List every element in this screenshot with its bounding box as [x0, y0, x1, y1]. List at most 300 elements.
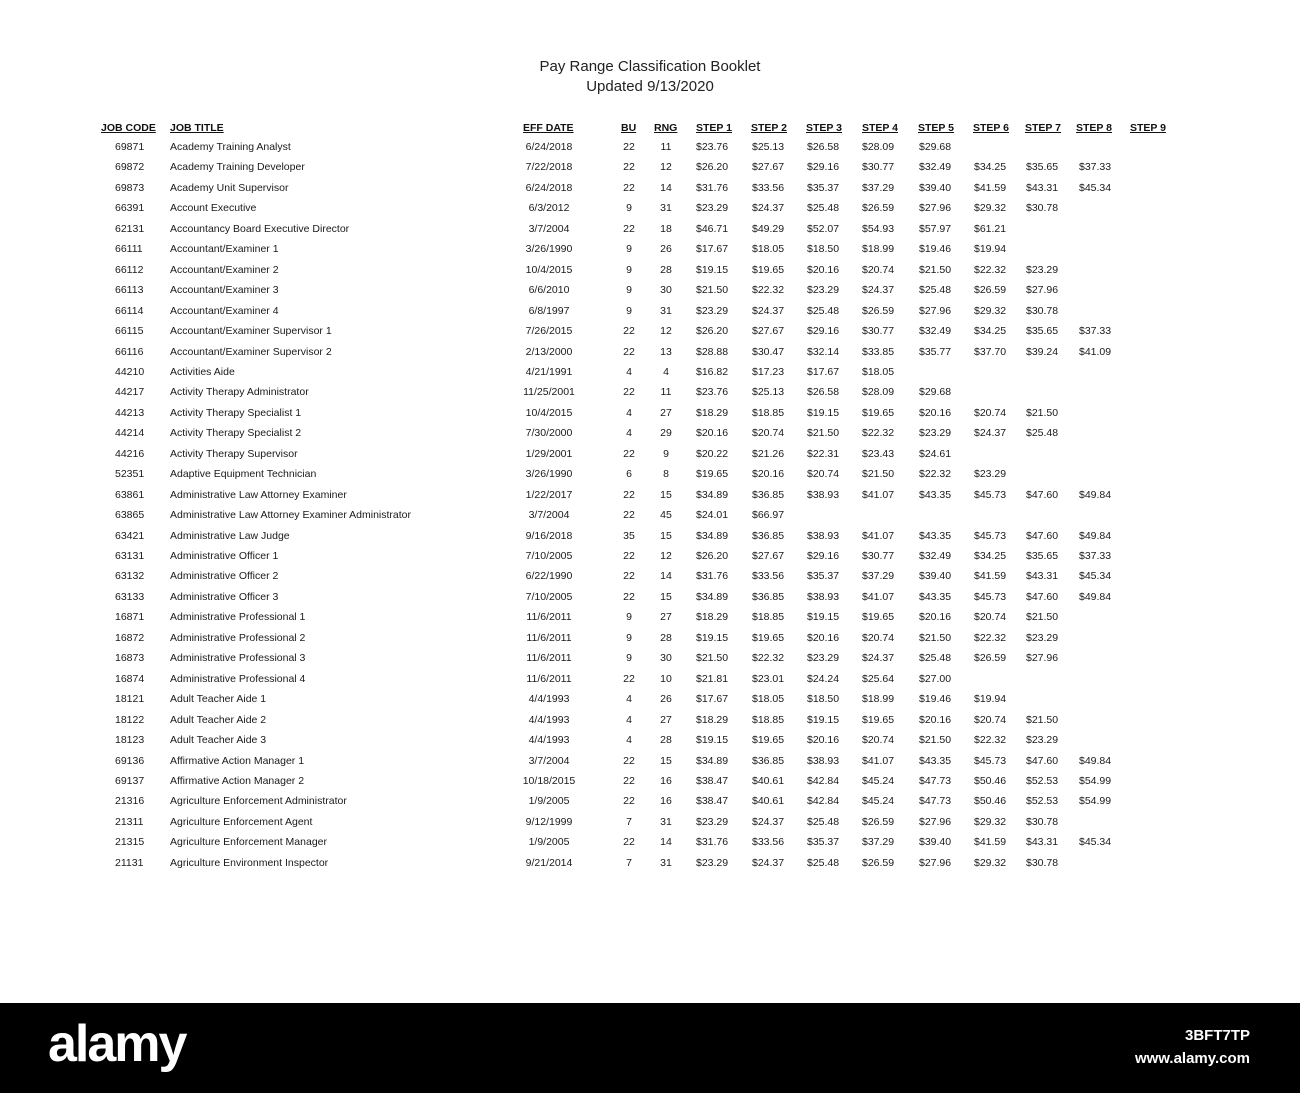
cell-rng: 12	[660, 161, 672, 174]
cell-step-6: $19.94	[974, 693, 1007, 706]
cell-step-1: $46.71	[696, 222, 729, 235]
cell-job-code: 44210	[115, 365, 145, 378]
cell-step-4: $45.24	[862, 795, 895, 808]
cell-job-code: 44213	[115, 406, 145, 419]
cell-step-4: $21.50	[862, 468, 895, 481]
cell-job-title: Agriculture Environment Inspector	[170, 856, 329, 869]
cell-job-code: 21131	[115, 856, 144, 869]
cell-job-code: 16871	[115, 611, 145, 624]
cell-step-3: $29.16	[807, 161, 840, 174]
cell-job-title: Affirmative Action Manager 2	[170, 774, 305, 787]
cell-rng: 27	[660, 406, 672, 419]
cell-step-3: $52.07	[807, 222, 840, 235]
cell-step-5: $27.96	[919, 304, 952, 317]
cell-step-2: $19.65	[752, 631, 785, 644]
cell-step-7: $35.65	[1026, 161, 1059, 174]
cell-bu: 9	[626, 284, 632, 297]
cell-step-2: $17.23	[752, 365, 785, 378]
cell-rng: 28	[660, 631, 672, 644]
table-row	[0, 264, 1300, 282]
cell-step-4: $24.37	[862, 652, 895, 665]
cell-job-code: 16874	[115, 672, 145, 685]
header-job-title: JOB TITLE	[170, 122, 224, 134]
cell-step-6: $19.94	[974, 243, 1007, 256]
cell-step-6: $61.21	[974, 222, 1007, 235]
cell-job-title: Activities Aide	[170, 365, 235, 378]
cell-job-title: Accountant/Examiner Supervisor 2	[170, 345, 332, 358]
cell-job-code: 63131	[115, 550, 145, 562]
cell-step-2: $24.37	[752, 304, 785, 317]
cell-step-7: $30.78	[1026, 304, 1059, 317]
cell-job-code: 66113	[115, 284, 144, 297]
cell-rng: 14	[660, 836, 672, 849]
cell-step-1: $17.67	[696, 693, 729, 706]
document-title: Pay Range Classification Booklet	[539, 58, 761, 75]
cell-job-code: 63132	[115, 570, 145, 583]
cell-step-6: $45.73	[974, 488, 1007, 501]
cell-eff-date: 4/4/1993	[528, 693, 570, 706]
cell-step-1: $26.20	[696, 550, 729, 562]
cell-eff-date: 4/21/1991	[525, 365, 573, 378]
cell-step-7: $43.31	[1026, 836, 1059, 849]
cell-step-5: $19.46	[919, 693, 952, 706]
cell-step-6: $29.32	[974, 202, 1007, 215]
table-row	[0, 591, 1300, 609]
table-row	[0, 223, 1300, 241]
cell-step-7: $21.50	[1026, 713, 1059, 726]
cell-step-5: $39.40	[919, 836, 952, 849]
cell-rng: 27	[660, 611, 672, 624]
cell-step-8: $45.34	[1079, 570, 1112, 583]
cell-bu: 9	[626, 304, 632, 317]
cell-step-6: $37.70	[974, 345, 1007, 358]
cell-job-title: Accountant/Examiner 1	[170, 243, 279, 256]
cell-step-6: $50.46	[974, 795, 1007, 808]
cell-step-3: $35.37	[807, 836, 840, 849]
cell-step-3: $20.16	[807, 631, 840, 644]
cell-job-title: Academy Unit Supervisor	[170, 181, 289, 194]
cell-step-2: $33.56	[752, 570, 785, 583]
cell-eff-date: 9/12/1999	[525, 815, 573, 828]
cell-step-1: $23.76	[696, 141, 729, 153]
cell-step-7: $39.24	[1026, 345, 1059, 358]
cell-bu: 9	[626, 631, 632, 644]
cell-job-title: Administrative Officer 1	[170, 550, 279, 562]
cell-step-6: $23.29	[974, 468, 1007, 481]
cell-rng: 28	[660, 734, 672, 747]
cell-step-5: $23.29	[919, 427, 952, 440]
cell-eff-date: 7/30/2000	[525, 427, 573, 440]
cell-step-1: $19.15	[696, 631, 729, 644]
cell-eff-date: 6/6/2010	[528, 284, 570, 297]
cell-bu: 22	[623, 509, 635, 522]
cell-step-7: $30.78	[1026, 856, 1059, 869]
cell-bu: 22	[623, 795, 635, 808]
cell-step-8: $49.84	[1079, 529, 1112, 542]
cell-step-4: $26.59	[862, 815, 895, 828]
table-row	[0, 366, 1300, 384]
cell-step-2: $27.67	[752, 161, 785, 174]
cell-step-7: $52.53	[1026, 774, 1059, 787]
header-step-7: STEP 7	[1025, 122, 1061, 134]
cell-job-code: 63133	[115, 590, 145, 603]
cell-job-code: 18121	[115, 693, 145, 706]
header-step-8: STEP 8	[1076, 122, 1112, 134]
cell-eff-date: 2/13/2000	[525, 345, 573, 358]
cell-job-code: 44216	[115, 447, 145, 460]
cell-step-6: $29.32	[974, 304, 1007, 317]
cell-step-3: $38.93	[807, 529, 840, 542]
cell-step-6: $45.73	[974, 754, 1007, 767]
cell-step-4: $20.74	[862, 734, 895, 747]
cell-step-1: $26.20	[696, 325, 729, 338]
header-step-3: STEP 3	[806, 122, 842, 134]
cell-eff-date: 7/10/2005	[525, 550, 573, 562]
cell-step-1: $18.29	[696, 611, 729, 624]
cell-step-8: $37.33	[1079, 550, 1112, 562]
cell-step-6: $26.59	[974, 652, 1007, 665]
cell-step-8: $41.09	[1079, 345, 1112, 358]
cell-eff-date: 6/22/1990	[525, 570, 573, 583]
cell-step-3: $19.15	[807, 713, 840, 726]
cell-job-code: 66114	[115, 304, 144, 317]
cell-bu: 7	[626, 856, 632, 869]
table-row	[0, 714, 1300, 732]
cell-step-7: $35.65	[1026, 325, 1059, 338]
cell-step-3: $20.74	[807, 468, 840, 481]
cell-step-8: $45.34	[1079, 181, 1112, 194]
header-step-5: STEP 5	[918, 122, 954, 134]
table-row	[0, 325, 1300, 343]
cell-step-6: $29.32	[974, 856, 1007, 869]
cell-job-code: 21311	[115, 815, 144, 828]
cell-step-3: $35.37	[807, 181, 840, 194]
cell-step-3: $29.16	[807, 550, 840, 562]
cell-step-2: $21.26	[752, 447, 785, 460]
cell-step-3: $24.24	[807, 672, 840, 685]
cell-bu: 22	[623, 447, 635, 460]
document-subtitle: Updated 9/13/2020	[586, 78, 714, 95]
header-step-4: STEP 4	[862, 122, 898, 134]
cell-step-7: $47.60	[1026, 754, 1059, 767]
cell-step-5: $32.49	[919, 550, 952, 562]
cell-step-4: $18.99	[862, 693, 895, 706]
cell-step-7: $47.60	[1026, 488, 1059, 501]
cell-bu: 22	[623, 836, 635, 849]
cell-step-5: $27.96	[919, 202, 952, 215]
table-row	[0, 795, 1300, 813]
cell-step-5: $27.96	[919, 815, 952, 828]
cell-step-8: $37.33	[1079, 161, 1112, 174]
cell-bu: 22	[623, 570, 635, 583]
cell-job-code: 63861	[115, 488, 145, 501]
header-step-1: STEP 1	[696, 122, 732, 134]
cell-step-2: $18.85	[752, 713, 785, 726]
header-step-9: STEP 9	[1130, 122, 1166, 134]
cell-step-3: $19.15	[807, 611, 840, 624]
cell-rng: 45	[660, 509, 672, 522]
cell-rng: 11	[660, 141, 672, 153]
cell-step-4: $25.64	[862, 672, 895, 685]
cell-step-7: $30.78	[1026, 815, 1059, 828]
cell-job-title: Adult Teacher Aide 3	[170, 734, 267, 747]
cell-step-8: $45.34	[1079, 836, 1112, 849]
cell-job-code: 69873	[115, 181, 145, 194]
cell-step-2: $30.47	[752, 345, 785, 358]
table-row	[0, 693, 1300, 711]
cell-bu: 4	[626, 734, 632, 747]
cell-step-1: $17.67	[696, 243, 729, 256]
cell-step-7: $27.96	[1026, 652, 1059, 665]
cell-rng: 8	[663, 468, 669, 481]
table-row	[0, 509, 1300, 527]
cell-step-7: $23.29	[1026, 263, 1059, 276]
cell-job-title: Account Executive	[170, 202, 257, 215]
cell-step-4: $37.29	[862, 181, 895, 194]
cell-step-3: $26.58	[807, 141, 840, 153]
cell-job-title: Administrative Law Attorney Examiner	[170, 488, 347, 501]
cell-rng: 16	[660, 795, 672, 808]
cell-job-code: 44217	[115, 386, 145, 399]
cell-job-title: Accountant/Examiner Supervisor 1	[170, 325, 332, 338]
cell-rng: 31	[660, 856, 672, 869]
cell-rng: 30	[660, 284, 672, 297]
cell-bu: 22	[623, 325, 635, 338]
cell-step-1: $18.29	[696, 406, 729, 419]
cell-job-code: 69871	[115, 141, 145, 153]
cell-eff-date: 4/4/1993	[528, 713, 570, 726]
cell-rng: 26	[660, 243, 672, 256]
cell-step-1: $38.47	[696, 795, 729, 808]
cell-step-3: $38.93	[807, 590, 840, 603]
cell-step-3: $25.48	[807, 202, 840, 215]
cell-rng: 14	[660, 570, 672, 583]
cell-bu: 22	[623, 672, 635, 685]
cell-bu: 22	[623, 774, 635, 787]
cell-step-5: $29.68	[919, 386, 952, 399]
cell-job-title: Activity Therapy Specialist 2	[170, 427, 302, 440]
cell-eff-date: 6/3/2012	[528, 202, 570, 215]
table-row	[0, 611, 1300, 629]
cell-bu: 22	[623, 754, 635, 767]
cell-bu: 4	[626, 365, 632, 378]
table-row	[0, 530, 1300, 548]
cell-rng: 12	[660, 550, 672, 562]
cell-job-title: Accountant/Examiner 4	[170, 304, 279, 317]
cell-step-7: $47.60	[1026, 590, 1059, 603]
cell-step-2: $25.13	[752, 141, 785, 153]
cell-bu: 22	[623, 488, 635, 501]
cell-job-title: Administrative Professional 4	[170, 672, 306, 685]
cell-step-4: $26.59	[862, 202, 895, 215]
cell-step-7: $25.48	[1026, 427, 1059, 440]
cell-eff-date: 6/24/2018	[525, 181, 573, 194]
table-row	[0, 243, 1300, 261]
cell-step-4: $33.85	[862, 345, 895, 358]
cell-step-2: $27.67	[752, 550, 785, 562]
cell-eff-date: 1/9/2005	[528, 836, 570, 849]
cell-step-1: $20.16	[696, 427, 729, 440]
cell-eff-date: 3/7/2004	[528, 222, 570, 235]
cell-job-title: Agriculture Enforcement Agent	[170, 815, 313, 828]
cell-step-1: $34.89	[696, 590, 729, 603]
cell-job-title: Activity Therapy Supervisor	[170, 447, 298, 460]
cell-eff-date: 9/16/2018	[525, 529, 573, 542]
cell-step-4: $41.07	[862, 754, 895, 767]
cell-step-6: $41.59	[974, 570, 1007, 583]
cell-step-2: $18.85	[752, 406, 785, 419]
cell-eff-date: 9/21/2014	[525, 856, 573, 869]
cell-step-4: $41.07	[862, 590, 895, 603]
cell-bu: 22	[623, 141, 635, 153]
cell-bu: 9	[626, 652, 632, 665]
cell-step-4: $28.09	[862, 141, 895, 153]
cell-step-7: $23.29	[1026, 631, 1059, 644]
table-row	[0, 652, 1300, 670]
cell-step-5: $20.16	[919, 406, 952, 419]
cell-job-code: 44214	[115, 427, 145, 440]
cell-step-4: $23.43	[862, 447, 895, 460]
cell-job-title: Adult Teacher Aide 2	[170, 713, 267, 726]
cell-step-4: $26.59	[862, 856, 895, 869]
cell-step-4: $45.24	[862, 774, 895, 787]
cell-step-1: $31.76	[696, 836, 729, 849]
cell-eff-date: 3/26/1990	[525, 468, 573, 481]
table-row	[0, 632, 1300, 650]
header-step-2: STEP 2	[751, 122, 787, 134]
cell-job-title: Adult Teacher Aide 1	[170, 693, 267, 706]
cell-step-7: $43.31	[1026, 570, 1059, 583]
cell-bu: 22	[623, 590, 635, 603]
cell-job-title: Administrative Professional 2	[170, 631, 306, 644]
cell-step-6: $20.74	[974, 406, 1007, 419]
cell-rng: 15	[660, 590, 672, 603]
table-row	[0, 202, 1300, 220]
cell-step-4: $20.74	[862, 631, 895, 644]
cell-step-2: $27.67	[752, 325, 785, 338]
cell-step-3: $38.93	[807, 754, 840, 767]
cell-step-1: $23.29	[696, 815, 729, 828]
cell-eff-date: 6/24/2018	[525, 141, 573, 153]
cell-eff-date: 7/26/2015	[525, 325, 573, 338]
cell-bu: 22	[623, 550, 635, 562]
cell-job-title: Administrative Professional 3	[170, 652, 306, 665]
cell-step-1: $34.89	[696, 754, 729, 767]
cell-step-2: $22.32	[752, 652, 785, 665]
cell-step-1: $34.89	[696, 529, 729, 542]
cell-job-title: Adaptive Equipment Technician	[170, 468, 317, 481]
cell-step-4: $24.37	[862, 284, 895, 297]
cell-job-code: 62131	[115, 222, 145, 235]
cell-job-title: Agriculture Enforcement Administrator	[170, 795, 347, 808]
cell-step-5: $47.73	[919, 774, 952, 787]
cell-step-5: $57.97	[919, 222, 952, 235]
cell-job-title: Administrative Officer 2	[170, 570, 279, 583]
cell-eff-date: 4/4/1993	[528, 734, 570, 747]
cell-step-5: $22.32	[919, 468, 952, 481]
cell-step-6: $41.59	[974, 181, 1007, 194]
cell-step-1: $21.81	[696, 672, 729, 685]
cell-job-code: 18123	[115, 734, 145, 747]
cell-step-5: $39.40	[919, 181, 952, 194]
cell-eff-date: 10/4/2015	[525, 406, 573, 419]
header-step-6: STEP 6	[973, 122, 1009, 134]
cell-step-1: $23.29	[696, 202, 729, 215]
cell-step-5: $32.49	[919, 161, 952, 174]
cell-step-3: $22.31	[807, 447, 840, 460]
table-row	[0, 427, 1300, 445]
cell-step-5: $21.50	[919, 631, 952, 644]
table-row	[0, 448, 1300, 466]
cell-eff-date: 3/26/1990	[525, 243, 573, 256]
cell-step-1: $26.20	[696, 161, 729, 174]
header-bu: BU	[621, 122, 637, 134]
table-row	[0, 734, 1300, 752]
cell-step-8: $54.99	[1079, 774, 1112, 787]
cell-bu: 4	[626, 713, 632, 726]
cell-eff-date: 1/29/2001	[525, 447, 573, 460]
cell-job-code: 66112	[115, 263, 144, 276]
cell-step-6: $22.32	[974, 263, 1007, 276]
cell-step-2: $24.37	[752, 202, 785, 215]
cell-step-6: $24.37	[974, 427, 1007, 440]
image-id: 3BFT7TP	[1184, 1027, 1250, 1044]
cell-job-code: 69137	[115, 774, 145, 787]
cell-step-2: $33.56	[752, 181, 785, 194]
cell-step-4: $19.65	[862, 406, 895, 419]
cell-job-title: Academy Training Developer	[170, 161, 305, 174]
cell-step-1: $21.50	[696, 652, 729, 665]
cell-job-code: 21316	[115, 795, 145, 808]
cell-step-7: $35.65	[1026, 550, 1059, 562]
cell-step-4: $28.09	[862, 386, 895, 399]
header-eff-date: EFF DATE	[523, 122, 574, 134]
cell-step-1: $24.01	[696, 509, 729, 522]
cell-step-5: $43.35	[919, 754, 952, 767]
cell-step-3: $32.14	[807, 345, 840, 358]
table-row	[0, 182, 1300, 200]
cell-step-1: $19.15	[696, 734, 729, 747]
cell-job-code: 16873	[115, 652, 145, 665]
cell-step-6: $20.74	[974, 611, 1007, 624]
table-row	[0, 386, 1300, 404]
cell-rng: 13	[660, 345, 672, 358]
cell-rng: 31	[660, 815, 672, 828]
cell-step-5: $24.61	[919, 447, 952, 460]
cell-eff-date: 3/7/2004	[528, 754, 570, 767]
cell-bu: 9	[626, 263, 632, 276]
site-url: www.alamy.com	[1134, 1050, 1250, 1067]
cell-bu: 35	[623, 529, 635, 542]
cell-step-5: $47.73	[919, 795, 952, 808]
cell-step-5: $43.35	[919, 529, 952, 542]
cell-step-4: $26.59	[862, 304, 895, 317]
cell-step-4: $37.29	[862, 570, 895, 583]
cell-bu: 9	[626, 202, 632, 215]
cell-step-8: $54.99	[1079, 795, 1112, 808]
cell-step-5: $20.16	[919, 713, 952, 726]
cell-step-1: $20.22	[696, 447, 729, 460]
cell-step-6: $34.25	[974, 550, 1007, 562]
cell-step-2: $19.65	[752, 263, 785, 276]
cell-step-6: $50.46	[974, 774, 1007, 787]
cell-step-3: $42.84	[807, 774, 840, 787]
cell-step-5: $25.48	[919, 284, 952, 297]
cell-eff-date: 3/7/2004	[528, 509, 570, 522]
cell-step-5: $39.40	[919, 570, 952, 583]
cell-bu: 22	[623, 345, 635, 358]
cell-step-5: $29.68	[919, 141, 952, 153]
